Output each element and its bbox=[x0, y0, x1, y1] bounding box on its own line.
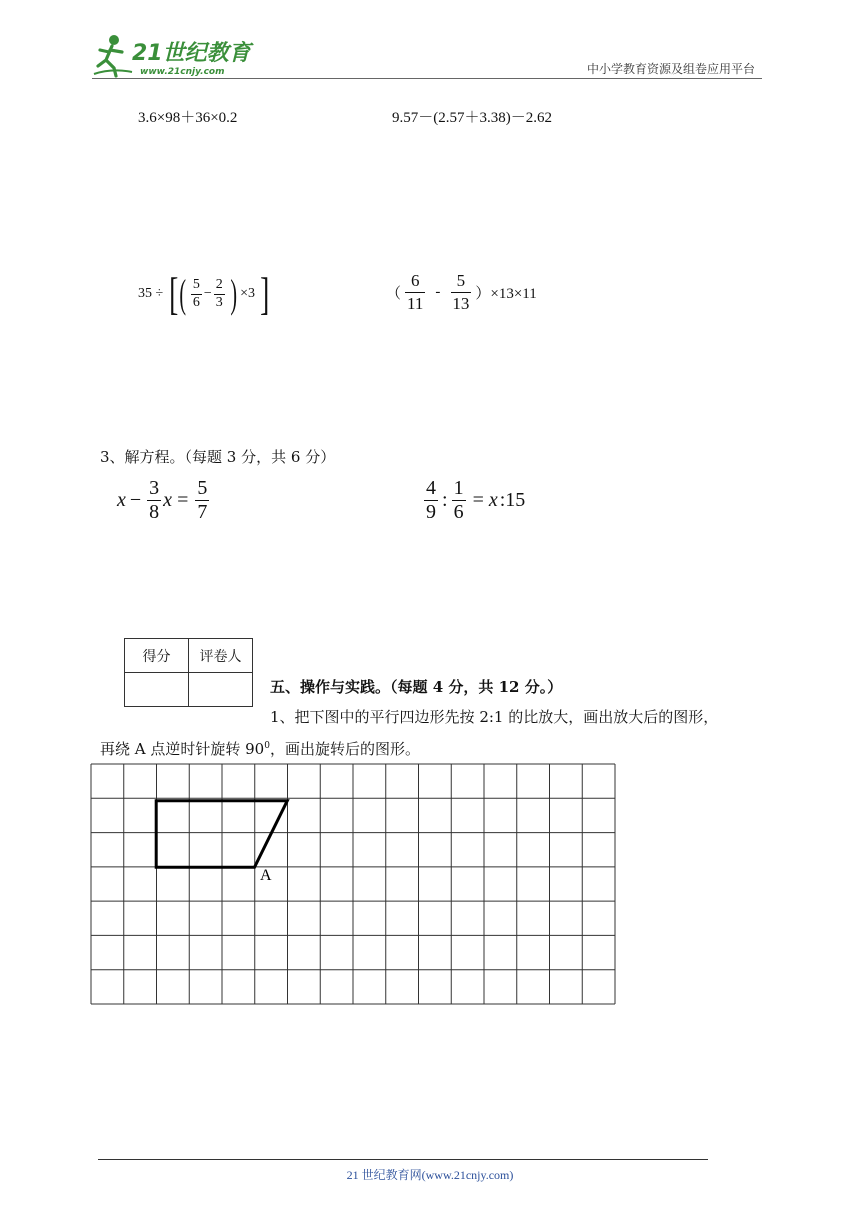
point-a-label: A bbox=[260, 867, 272, 884]
question-1-line-2 bbox=[100, 738, 420, 759]
var-x-eq2: x bbox=[488, 489, 498, 511]
close-paren: ) bbox=[230, 271, 237, 316]
minus-sign: − bbox=[203, 286, 212, 301]
calc-expr-1: 3.6×98＋36×0.2 bbox=[138, 110, 238, 126]
q1-line2-text-b: ，画出旋转后的图形。 bbox=[269, 740, 420, 758]
var-x-2: x bbox=[163, 489, 173, 511]
q1-line2-text-a: 再绕 A 点逆时针旋转 90 bbox=[100, 740, 265, 758]
degree-superscript: 0 bbox=[264, 741, 270, 751]
ratio-colon: : bbox=[442, 489, 448, 511]
calc-expr-2: 9.57－(2.57＋3.38)－2.62 bbox=[392, 110, 552, 126]
equals-sign-2: = bbox=[472, 489, 484, 511]
logo-text: 21世纪教育 bbox=[132, 41, 251, 66]
section-5-title: 五、操作与实践。（每题 4 分，共 12 分。） bbox=[270, 678, 563, 696]
fraction-5-13: $\frac{5}{13}$ bbox=[452, 271, 470, 313]
ratio-rest: :15 bbox=[499, 489, 526, 511]
open-paren: ( bbox=[178, 271, 186, 316]
fraction-5-7: $\frac{5}{7}$ bbox=[197, 477, 208, 523]
logo-url: www.21cnjy.com bbox=[140, 67, 225, 77]
minus-sign-4: - bbox=[435, 283, 441, 300]
fraction-4-9: $\frac{4}{9}$ bbox=[426, 477, 436, 523]
runner-icon bbox=[94, 35, 132, 76]
equation-1 bbox=[117, 478, 211, 523]
calc-expr-3 bbox=[138, 268, 272, 319]
site-logo bbox=[92, 30, 262, 80]
close-bracket: ] bbox=[260, 268, 270, 319]
score-table bbox=[124, 638, 253, 707]
calc-expr-4 bbox=[386, 272, 537, 313]
grader-header: 评卷人 bbox=[189, 639, 253, 673]
expr3-prefix: 35 ÷ bbox=[138, 286, 164, 301]
fraction-5-6: $\frac{5}{6}$ bbox=[192, 276, 200, 310]
var-x: x bbox=[117, 489, 126, 511]
equation-2 bbox=[422, 478, 525, 523]
equals-sign: = bbox=[177, 489, 189, 511]
platform-name: 中小学教育资源及组卷应用平台 bbox=[586, 62, 755, 76]
score-header: 得分 bbox=[125, 639, 189, 673]
header-divider bbox=[92, 78, 762, 79]
equations-title: 3、解方程。（每题 3 分，共 6 分） bbox=[100, 448, 336, 466]
times-three: ×3 bbox=[240, 286, 255, 301]
grader-cell[interactable] bbox=[189, 673, 253, 707]
question-1-line-1: 1、把下图中的平行四边形先按 2:1 的比放大，画出放大后的图形， bbox=[270, 708, 719, 726]
open-bracket: [ bbox=[169, 268, 179, 319]
footer-text: 21 世纪教育网(www.21cnjy.com) bbox=[346, 1168, 514, 1182]
footer-divider bbox=[98, 1159, 708, 1160]
open-paren-4: （ bbox=[386, 285, 402, 302]
fraction-6-11: $\frac{6}{11}$ bbox=[401, 272, 429, 313]
close-expr-4: ）×13×11 bbox=[475, 285, 537, 302]
score-cell[interactable] bbox=[125, 673, 189, 707]
fraction-3-8: $\frac{3}{8}$ bbox=[149, 477, 160, 523]
drawing-grid bbox=[90, 763, 618, 1007]
minus-sign-eq1: − bbox=[129, 489, 142, 511]
fraction-2-3: $\frac{2}{3}$ bbox=[215, 276, 223, 310]
fraction-1-6: $\frac{1}{6}$ bbox=[453, 477, 464, 523]
